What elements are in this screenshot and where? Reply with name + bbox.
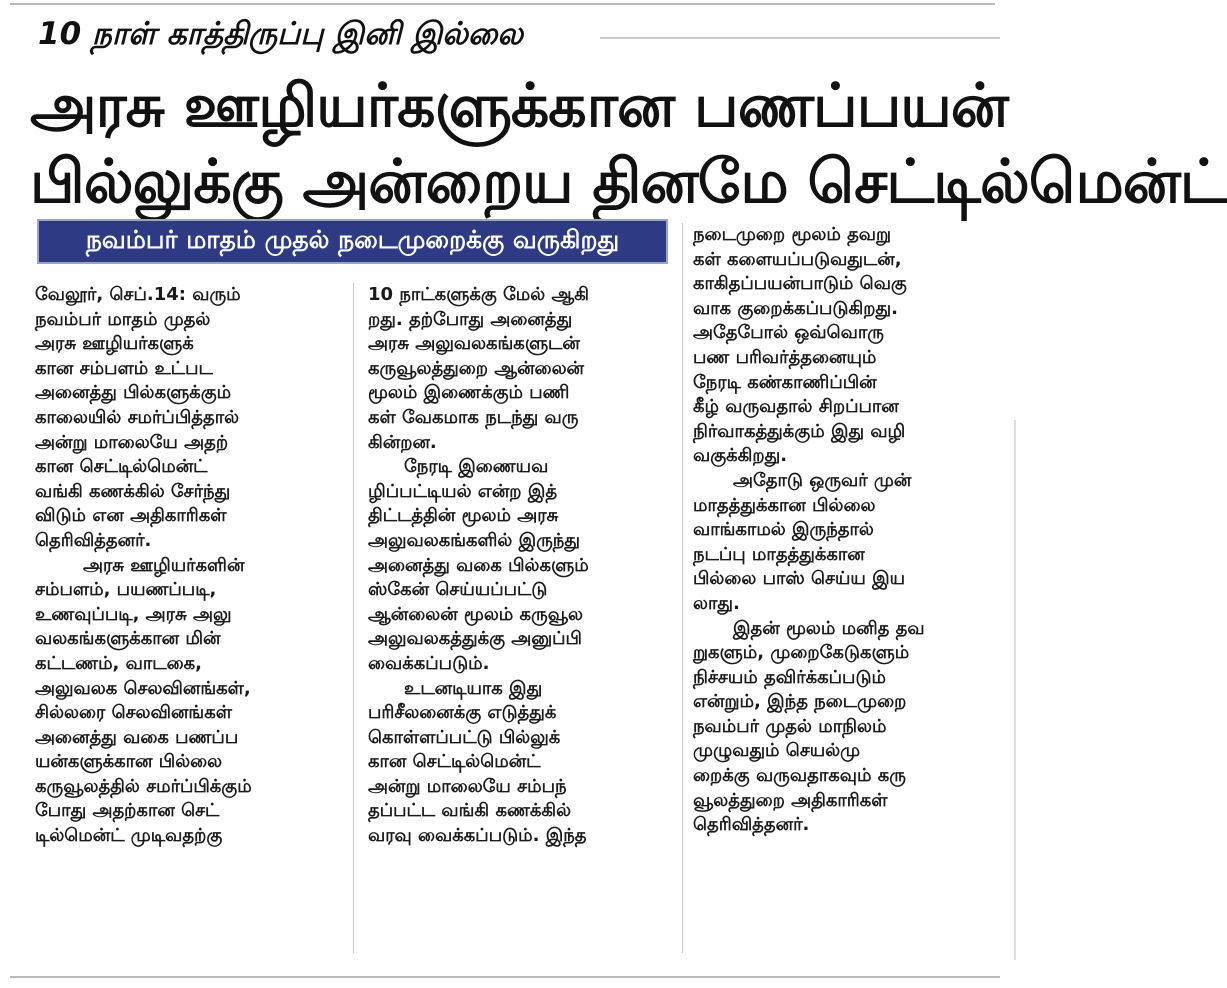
paragraph: வேலூர், செப்.14: வரும் நவம்பர் மாதம் முதல் அரசு ஊழியர்களுக் கான சம்பளம் உட்பட அனைத்து பில்களுக்கும் காலையில் சமர்ப்பித்தால் அன்று மாலையே அதற் கான செட்டில்மென்ட் வங்கி கணக்கில் சேர்ந்து விடும் என அதிகாரிகள் தெரிவித்தனர். <box>35 284 241 551</box>
paragraph: அதோடு ஒருவர் முன் மாதத்துக்கான பில்லை வாங்காமல் இருந்தால் நடப்பு மாதத்துக்கான பில்லை பாஸ் செய்ய இய லாது. <box>693 469 912 614</box>
strapline-text: நவம்பர் மாதம் முதல் நடைமுறைக்கு வருகிறது <box>85 225 620 254</box>
column-divider <box>353 283 354 953</box>
article-column-3 <box>693 223 1003 838</box>
paragraph: நடைமுறை மூலம் தவறு கள் களையப்படுவதுடன், காகிதப்பயன்பாடும் வெகு வாக குறைக்கப்படுகிறது. அதேபோல் ஒவ்வொரு பண பரிவர்த்தனையும் நேரடி கண்காணிப்பின் கீழ் வருவதால் சிறப்பான நிர்வாகத்துக்கும் இது வழி வகுக்கிறது. <box>693 224 907 467</box>
headline-line-2: பில்லுக்கு அன்றைய தினமே செட்டில்மென்ட் <box>30 147 1227 217</box>
strapline-banner <box>37 219 668 264</box>
paragraph: அரசு ஊழியர்களின் சம்பளம், பயணப்படி, உணவுப்படி, அரசு அலு வலகங்களுக்கான மின் கட்டணம், வாடகை, அலுவலக செலவினங்கள், சில்லரை செலவினங்கள் அனைத்து வகை பணப்ப யன்களுக்கான பில்லை கருவூலத்தில் சமர்ப்பிக்கும் போது அதற்கான செட் டில்மென்ட் முடிவதற்கு <box>35 554 252 847</box>
article-column-2 <box>368 283 670 849</box>
kicker: 10 நாள் காத்திருப்பு இனி இல்லை <box>38 16 524 52</box>
top-rule <box>10 3 995 5</box>
headline <box>30 68 1227 220</box>
paragraph: உடனடியாக இது பரிசீலனைக்கு எடுத்துக் கொள்ளப்பட்டு பில்லுக் கான செட்டில்மென்ட் அன்று மாலையே சம்பந் தப்பட்ட வங்கி கணக்கில் வரவு வைக்கப்படும். இந்த <box>368 677 587 847</box>
article-column-1 <box>35 283 338 849</box>
page-edge <box>1014 420 1016 960</box>
kicker-rule <box>600 37 1000 39</box>
column-divider <box>682 223 683 953</box>
bottom-rule <box>10 976 1000 978</box>
paragraph: இதன் மூலம் மனித தவ றுகளும், முறைகேடுகளும் நிச்சயம் தவிர்க்கப்படும் என்றும், இந்த நடைமுறை நவம்பர் முதல் மாநிலம் முழுவதும் செயல்மு றைக்கு வருவதாகவும் கரு வூலத்துறை அதிகாரிகள் தெரிவித்தனர். <box>693 617 925 836</box>
paragraph: நேரடி இணையவ ழிப்பட்டியல் என்ற இத் திட்டத்தின் மூலம் அரசு அலுவலகங்களில் இருந்து அனைத்து வகை பில்களும் ஸ்கேன் செய்யப்பட்டு ஆன்லைன் மூலம் கருவூல அலுவலகத்துக்கு அனுப்பி வைக்கப்படும். <box>368 456 589 674</box>
headline-line-1: அரசு ஊழியர்களுக்கான பணப்பயன் <box>30 71 1008 141</box>
paragraph: 10 நாட்களுக்கு மேல் ஆகி றது. தற்போது அனைத்து அரசு அலுவலகங்களுடன் கருவூலத்துறை ஆன்லைன் மூலம் இணைக்கும் பணி கள் வேகமாக நடந்து வரு கின்றன. <box>368 284 589 453</box>
